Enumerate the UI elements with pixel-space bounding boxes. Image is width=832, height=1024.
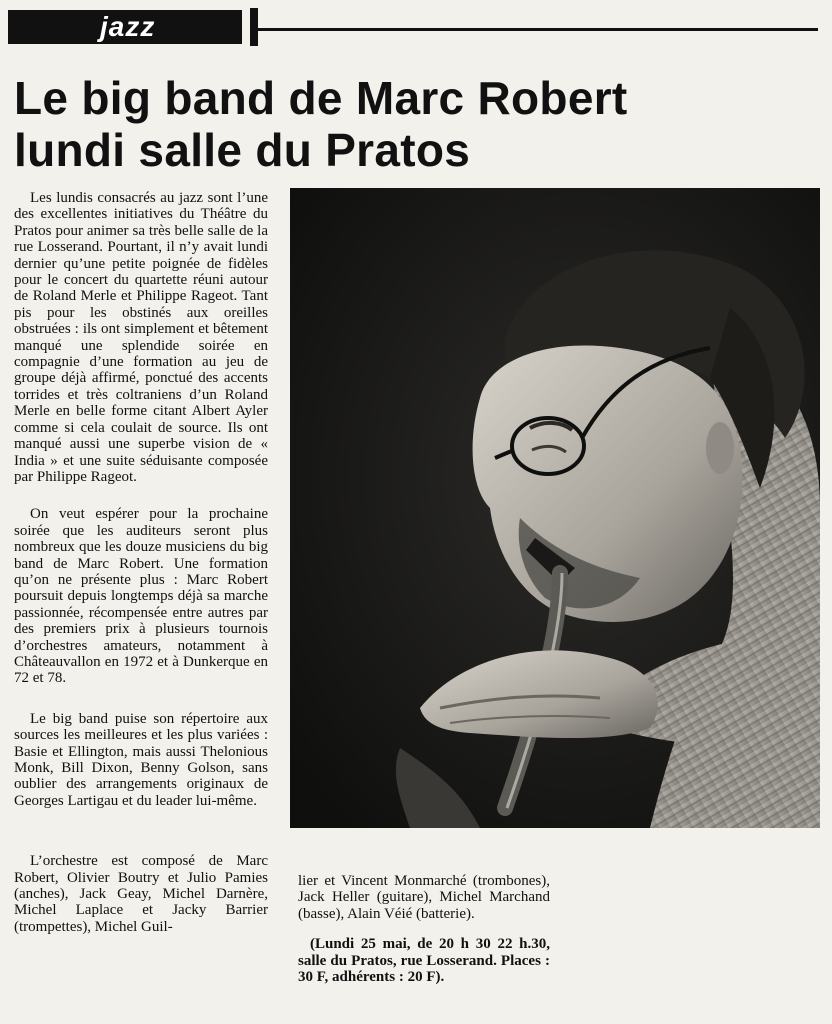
- rubric-bar: [8, 10, 70, 44]
- headline: [14, 72, 824, 176]
- article-column-left: [14, 190, 268, 951]
- article-paragraph: L’orchestre est composé de Marc Robert, Olivier Boutry et Julio Pamies (anches), Jack Geay, Michel Darnère, Michel Laplace et Jacky Barrier (trompettes), Michel Guil-: [14, 853, 268, 935]
- article-paragraph: On veut espérer pour la prochaine soirée que les auditeurs seront plus nombreux que les douze musiciens du big band de Marc Robert. Une formation qu’on ne présente plus : Marc Robert poursuit depuis longtemps déjà sa marche passionnée, récompensée entre autres par des premiers prix à plusieurs tournois d’orchestres amateurs, notamment à Châteauvallon en 1972 et à Dunkerque en 72 et 78.: [14, 506, 268, 687]
- rubric-label: jazz: [70, 10, 242, 44]
- article-paragraph: lier et Vincent Monmarché (trombones), Jack Heller (guitare), Michel Marchand (basse), Alain Véié (batterie).: [298, 873, 550, 922]
- article-paragraph: Le big band puise son répertoire aux sources les meilleures et les plus variées : Basie et Ellington, mais aussi Thelonious Monk, Bill Dixon, Benny Golson, sans oublier des arrangements originaux de Georges Lartigau et du leader lui-même.: [14, 710, 268, 809]
- musician-photo: [290, 188, 820, 828]
- rubric-divider: [250, 8, 258, 46]
- article-paragraph: Les lundis consacrés au jazz sont l’une des excellentes initiatives du Théâtre du Pratos pour animer sa très belle salle de la rue Losserand. Pourtant, il n’y avait lundi dernier qu’une petite poignée de fidèles pour le concert du quartette réuni autour de Roland Merle et Philippe Rageot. Tant pis pour les obstinés aux oreilles obstruées : ils ont simplement et bêtement manqué une splendide soirée en compagnie d’une formation au jeu de groupe déjà affirmé, ponctué des accents torrides et très coltraniens d’un Roland Merle en belle forme citant Albert Ayler comme si cela coulait de source. Ils ont manqué aussi une superbe vision de « India » et une suite séduisante composée par Philippe Rageot.: [14, 190, 268, 485]
- event-info: (Lundi 25 mai, de 20 h 30 22 h.30, salle du Pratos, rue Losserand. Places : 30 F, adhérents : 20 F).: [298, 936, 550, 986]
- headline-line-2: lundi salle du Pratos: [14, 124, 471, 176]
- saxophonist-image: [290, 188, 820, 828]
- headline-line-1: Le big band de Marc Robert: [14, 72, 628, 124]
- article-column-right: [298, 873, 550, 985]
- rubric-rule: [258, 28, 818, 31]
